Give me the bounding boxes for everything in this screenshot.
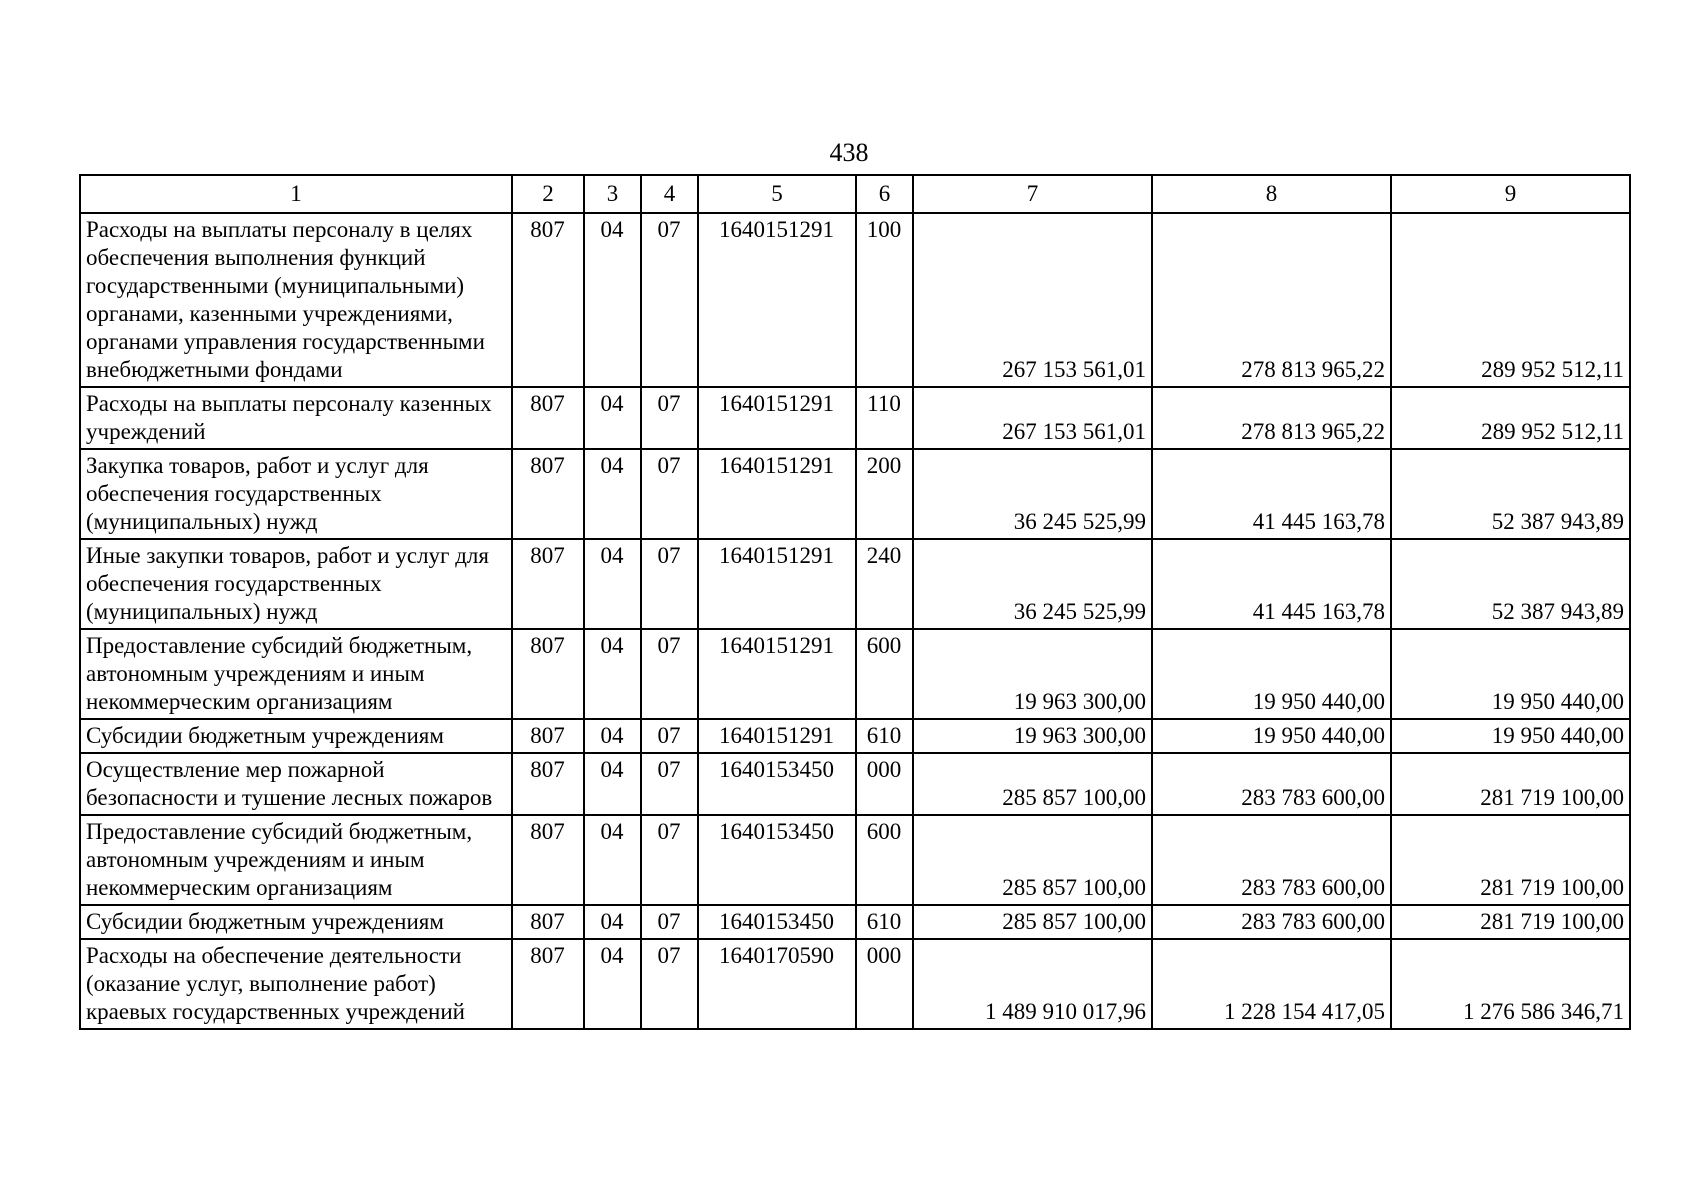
expense-type-cell: 000 <box>856 939 913 1029</box>
target-article-cell: 1640170590 <box>698 939 856 1029</box>
amount-col7-cell: 36 245 525,99 <box>913 539 1152 629</box>
expense-type-cell: 610 <box>856 905 913 939</box>
subsection-cell: 07 <box>641 213 698 387</box>
amount-col7-cell: 19 963 300,00 <box>913 629 1152 719</box>
row-description: Субсидии бюджетным учреждениям <box>80 719 512 753</box>
amount-col9-cell: 289 952 512,11 <box>1391 213 1630 387</box>
amount-col7-cell: 36 245 525,99 <box>913 449 1152 539</box>
section-cell: 04 <box>584 387 641 449</box>
amount-col8-cell: 283 783 600,00 <box>1152 753 1391 815</box>
row-description: Расходы на обеспечение деятельности (оказание услуг, выполнение работ) краевых государственных учреждений <box>80 939 512 1029</box>
amount-col9-cell: 19 950 440,00 <box>1391 629 1630 719</box>
row-description: Расходы на выплаты персоналу казенных учреждений <box>80 387 512 449</box>
amount-col8-cell: 283 783 600,00 <box>1152 905 1391 939</box>
amount-col9-cell: 1 276 586 346,71 <box>1391 939 1630 1029</box>
amount-col7-cell: 285 857 100,00 <box>913 753 1152 815</box>
table-row <box>80 719 1630 753</box>
subsection-cell: 07 <box>641 815 698 905</box>
amount-col9-cell: 281 719 100,00 <box>1391 905 1630 939</box>
table-row <box>80 213 1630 387</box>
amount-col8-cell: 41 445 163,78 <box>1152 539 1391 629</box>
section-cell: 04 <box>584 939 641 1029</box>
section-cell: 04 <box>584 719 641 753</box>
admin-code-cell: 807 <box>512 539 584 629</box>
row-description: Расходы на выплаты персоналу в целях обеспечения выполнения функций государственными (муниципальными) органами, казенными учреждениями, органами управления государственными внебюджетными фондами <box>80 213 512 387</box>
header-row <box>80 175 1630 213</box>
amount-col8-cell: 1 228 154 417,05 <box>1152 939 1391 1029</box>
table-row <box>80 629 1630 719</box>
table-row <box>80 939 1630 1029</box>
amount-col7-cell: 19 963 300,00 <box>913 719 1152 753</box>
target-article-cell: 1640151291 <box>698 449 856 539</box>
expense-type-cell: 100 <box>856 213 913 387</box>
amount-col7-cell: 267 153 561,01 <box>913 213 1152 387</box>
header-cell: 5 <box>698 175 856 213</box>
header-cell: 7 <box>913 175 1152 213</box>
amount-col8-cell: 283 783 600,00 <box>1152 815 1391 905</box>
admin-code-cell: 807 <box>512 213 584 387</box>
subsection-cell: 07 <box>641 939 698 1029</box>
row-description: Предоставление субсидий бюджетным, автономным учреждениям и иным некоммерческим организациям <box>80 629 512 719</box>
table-row <box>80 387 1630 449</box>
target-article-cell: 1640151291 <box>698 213 856 387</box>
expense-type-cell: 610 <box>856 719 913 753</box>
header-cell: 4 <box>641 175 698 213</box>
section-cell: 04 <box>584 213 641 387</box>
amount-col8-cell: 278 813 965,22 <box>1152 387 1391 449</box>
admin-code-cell: 807 <box>512 719 584 753</box>
subsection-cell: 07 <box>641 449 698 539</box>
amount-col9-cell: 281 719 100,00 <box>1391 815 1630 905</box>
expense-type-cell: 600 <box>856 629 913 719</box>
expense-type-cell: 110 <box>856 387 913 449</box>
target-article-cell: 1640153450 <box>698 905 856 939</box>
expense-type-cell: 600 <box>856 815 913 905</box>
admin-code-cell: 807 <box>512 939 584 1029</box>
budget-table <box>79 174 1631 1030</box>
header-cell: 1 <box>80 175 512 213</box>
subsection-cell: 07 <box>641 753 698 815</box>
section-cell: 04 <box>584 629 641 719</box>
target-article-cell: 1640151291 <box>698 539 856 629</box>
expense-type-cell: 240 <box>856 539 913 629</box>
table-row <box>80 539 1630 629</box>
table-row <box>80 905 1630 939</box>
header-cell: 8 <box>1152 175 1391 213</box>
header-cell: 9 <box>1391 175 1630 213</box>
target-article-cell: 1640151291 <box>698 629 856 719</box>
target-article-cell: 1640153450 <box>698 815 856 905</box>
amount-col9-cell: 52 387 943,89 <box>1391 539 1630 629</box>
target-article-cell: 1640151291 <box>698 719 856 753</box>
expense-type-cell: 200 <box>856 449 913 539</box>
expense-type-cell: 000 <box>856 753 913 815</box>
subsection-cell: 07 <box>641 539 698 629</box>
table-row <box>80 753 1630 815</box>
amount-col7-cell: 285 857 100,00 <box>913 905 1152 939</box>
row-description: Осуществление мер пожарной безопасности и тушение лесных пожаров <box>80 753 512 815</box>
page-number: 438 <box>829 138 869 167</box>
row-description: Субсидии бюджетным учреждениям <box>80 905 512 939</box>
amount-col7-cell: 1 489 910 017,96 <box>913 939 1152 1029</box>
amount-col7-cell: 267 153 561,01 <box>913 387 1152 449</box>
admin-code-cell: 807 <box>512 387 584 449</box>
subsection-cell: 07 <box>641 905 698 939</box>
amount-col9-cell: 19 950 440,00 <box>1391 719 1630 753</box>
admin-code-cell: 807 <box>512 629 584 719</box>
section-cell: 04 <box>584 539 641 629</box>
section-cell: 04 <box>584 753 641 815</box>
table-row <box>80 815 1630 905</box>
admin-code-cell: 807 <box>512 753 584 815</box>
table-row <box>80 449 1630 539</box>
amount-col8-cell: 19 950 440,00 <box>1152 629 1391 719</box>
target-article-cell: 1640153450 <box>698 753 856 815</box>
admin-code-cell: 807 <box>512 815 584 905</box>
target-article-cell: 1640151291 <box>698 387 856 449</box>
header-cell: 6 <box>856 175 913 213</box>
subsection-cell: 07 <box>641 629 698 719</box>
admin-code-cell: 807 <box>512 449 584 539</box>
amount-col8-cell: 278 813 965,22 <box>1152 213 1391 387</box>
section-cell: 04 <box>584 449 641 539</box>
amount-col9-cell: 281 719 100,00 <box>1391 753 1630 815</box>
section-cell: 04 <box>584 815 641 905</box>
section-cell: 04 <box>584 905 641 939</box>
row-description: Закупка товаров, работ и услуг для обеспечения государственных (муниципальных) нужд <box>80 449 512 539</box>
amount-col8-cell: 19 950 440,00 <box>1152 719 1391 753</box>
subsection-cell: 07 <box>641 719 698 753</box>
row-description: Иные закупки товаров, работ и услуг для обеспечения государственных (муниципальных) нужд <box>80 539 512 629</box>
amount-col8-cell: 41 445 163,78 <box>1152 449 1391 539</box>
amount-col7-cell: 285 857 100,00 <box>913 815 1152 905</box>
row-description: Предоставление субсидий бюджетным, автономным учреждениям и иным некоммерческим организациям <box>80 815 512 905</box>
amount-col9-cell: 289 952 512,11 <box>1391 387 1630 449</box>
header-cell: 3 <box>584 175 641 213</box>
amount-col9-cell: 52 387 943,89 <box>1391 449 1630 539</box>
subsection-cell: 07 <box>641 387 698 449</box>
admin-code-cell: 807 <box>512 905 584 939</box>
header-cell: 2 <box>512 175 584 213</box>
